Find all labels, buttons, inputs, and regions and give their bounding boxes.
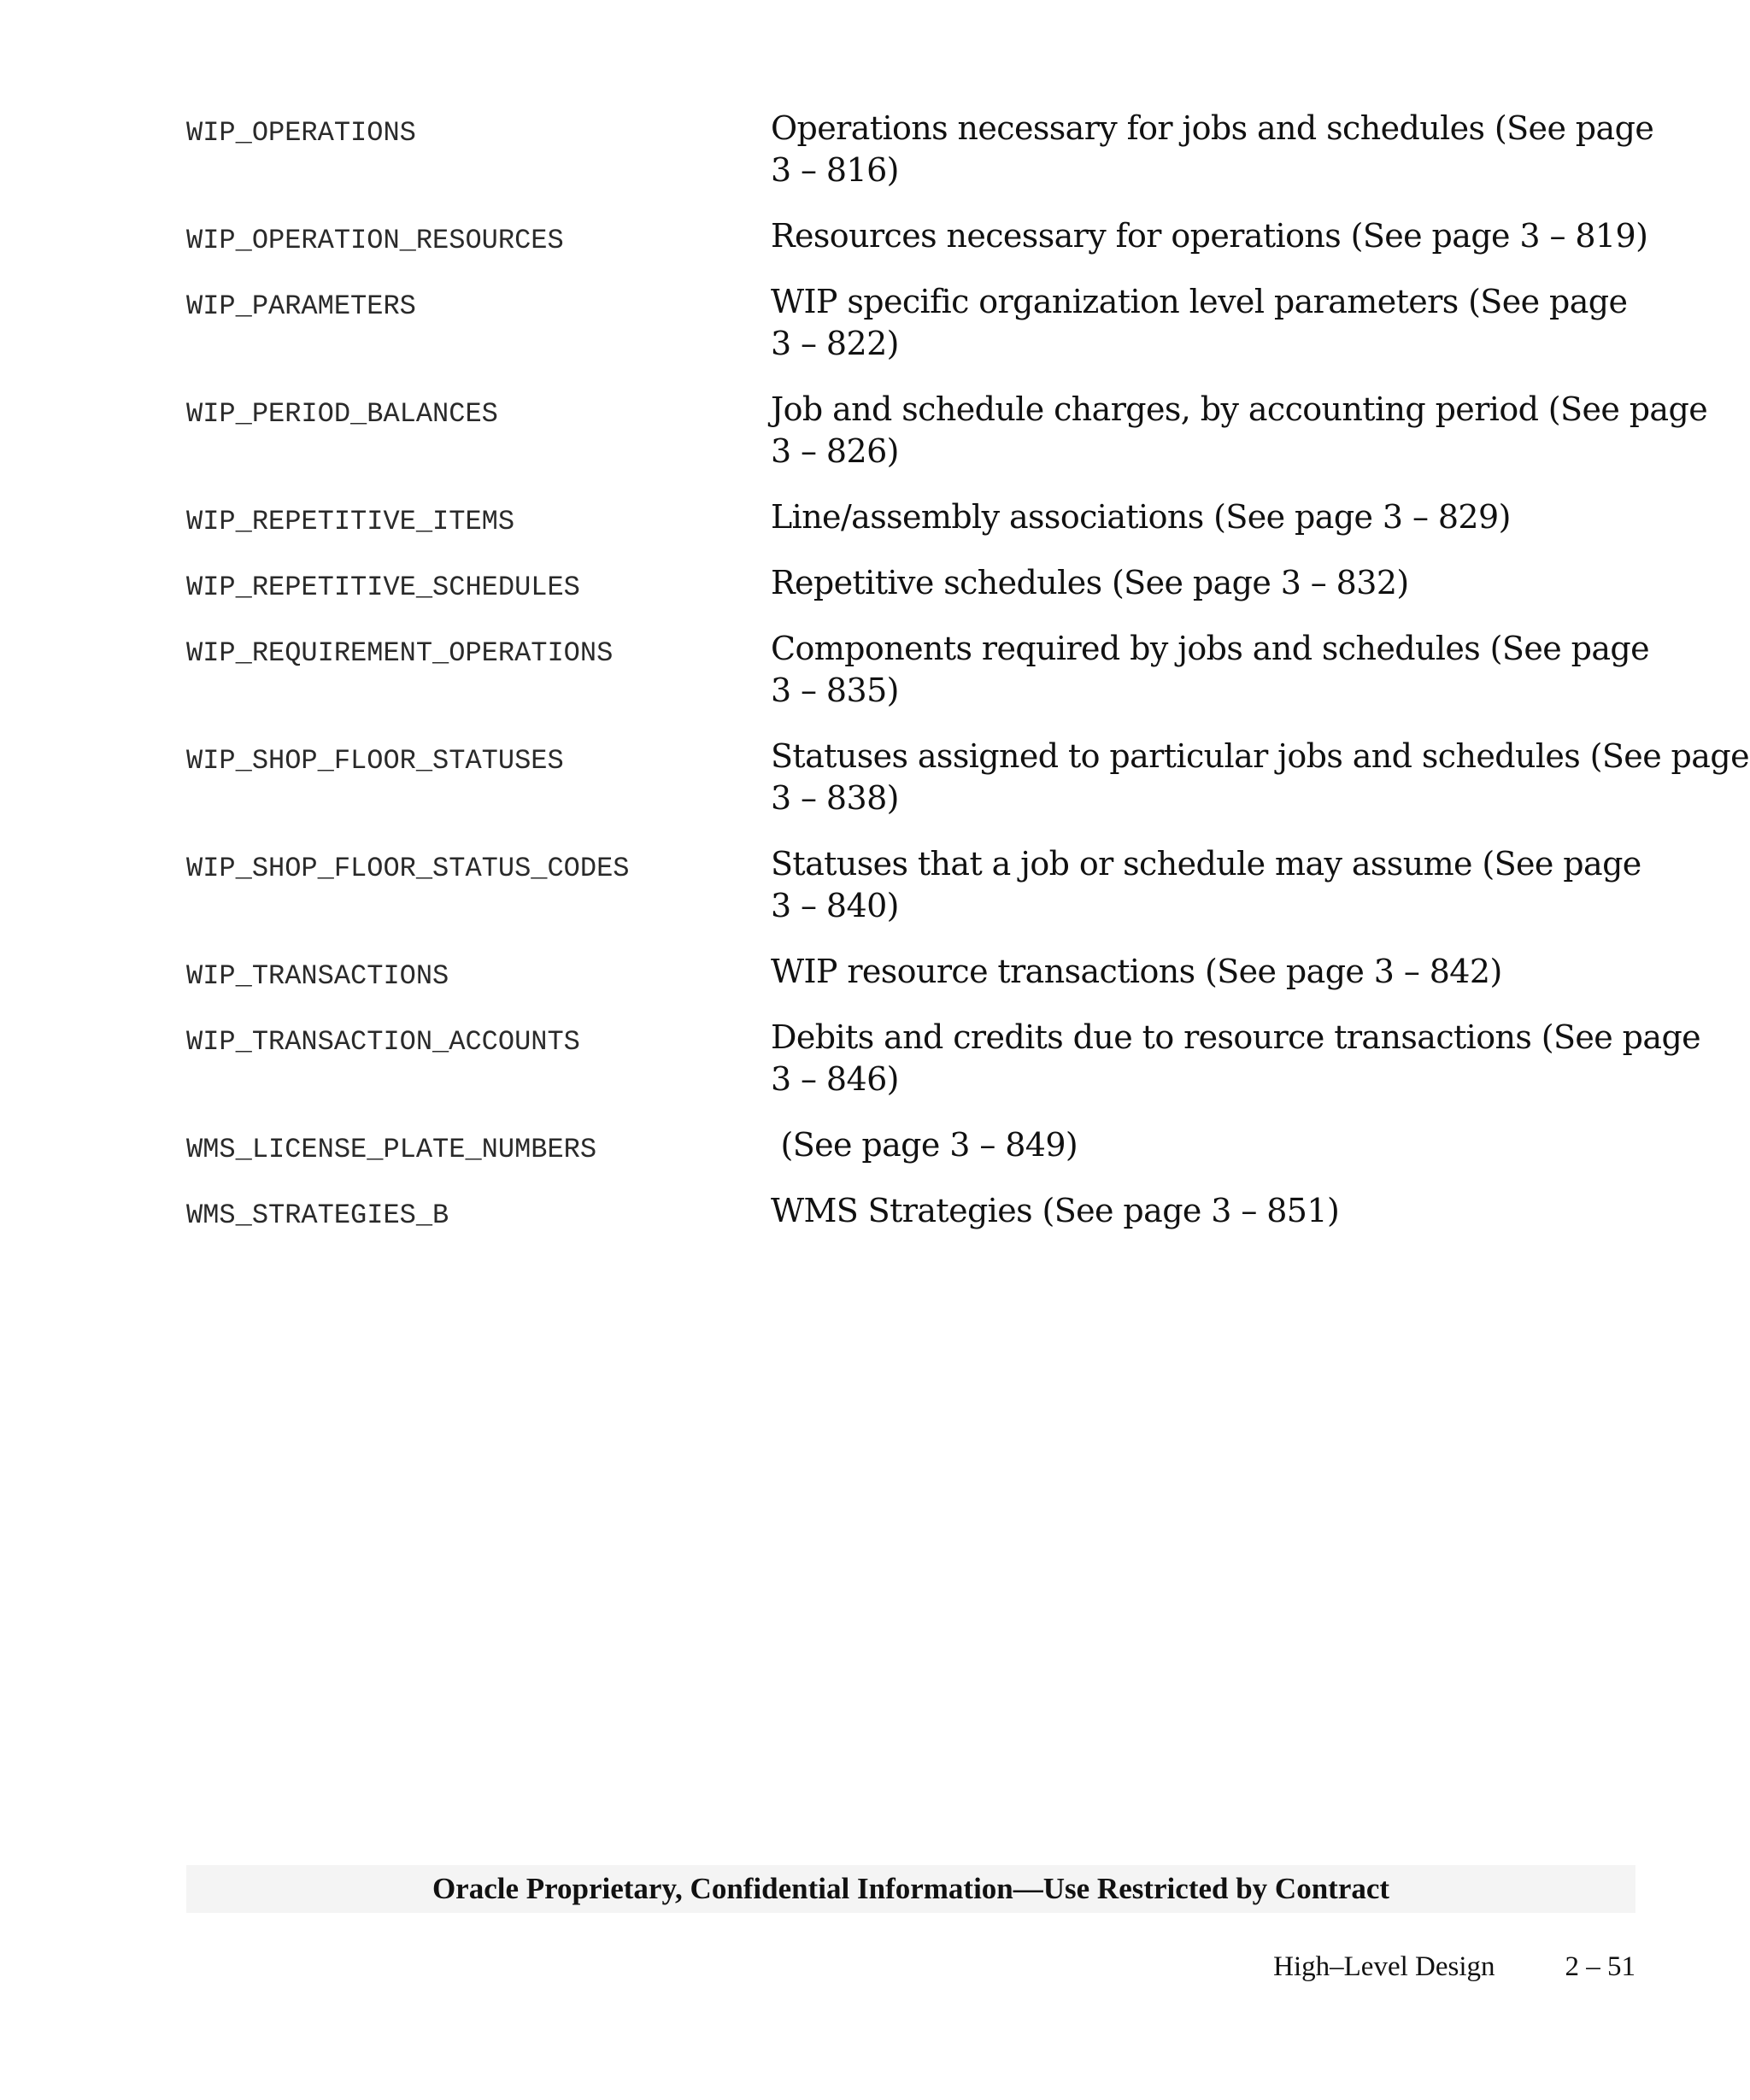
description-line: Components required by jobs and schedules (See page	[771, 630, 1649, 667]
description-line: Debits and credits due to resource transactions (See page	[771, 1018, 1701, 1056]
description-line: Statuses that a job or schedule may assume (See page	[771, 845, 1641, 883]
table-entry	[186, 1124, 1635, 1190]
description-line: Resources necessary for operations (See page 3 – 819)	[771, 217, 1648, 255]
table-name: WIP_SHOP_FLOOR_STATUSES	[186, 745, 564, 777]
table-description	[771, 215, 1647, 257]
table-entry	[186, 108, 1654, 215]
table-description	[771, 389, 1707, 472]
page-number: 2 – 51	[1565, 1951, 1635, 1982]
section-title: High–Level Design	[1273, 1951, 1495, 1982]
table-name: WMS_STRATEGIES_B	[186, 1200, 449, 1231]
table-description	[771, 736, 1749, 819]
table-entry	[186, 215, 1648, 281]
table-description	[771, 1017, 1700, 1100]
table-entry	[186, 736, 1749, 843]
table-name: WIP_REQUIREMENT_OPERATIONS	[186, 637, 614, 669]
description-line: 3 – 826)	[771, 432, 899, 470]
description-line: WIP resource transactions (See page 3 – 842)	[771, 953, 1502, 990]
table-list	[186, 108, 1749, 1256]
confidential-text: Oracle Proprietary, Confidential Information––Use Restricted by Contract	[432, 1872, 1390, 1905]
description-line: Statuses assigned to particular jobs and schedules (See page	[771, 737, 1749, 775]
table-name: WIP_OPERATIONS	[186, 117, 416, 149]
description-line: 3 – 840)	[771, 887, 899, 924]
description-line: 3 – 846)	[771, 1060, 899, 1098]
table-entry	[186, 843, 1641, 951]
table-name: WIP_REPETITIVE_SCHEDULES	[186, 572, 580, 603]
table-entry	[186, 951, 1635, 1017]
table-name: WMS_LICENSE_PLATE_NUMBERS	[186, 1134, 597, 1165]
table-description	[771, 1124, 1635, 1166]
confidential-banner	[186, 1865, 1635, 1913]
table-description	[771, 281, 1635, 365]
description-line: WMS Strategies (See page 3 – 851)	[771, 1192, 1340, 1229]
table-name: WIP_TRANSACTIONS	[186, 960, 449, 992]
description-line: Job and schedule charges, by accounting period (See page	[771, 390, 1708, 428]
description-line: 3 – 838)	[771, 779, 899, 817]
description-line: (See page 3 – 849)	[771, 1126, 1078, 1164]
table-entry	[186, 628, 1649, 736]
table-description	[771, 843, 1641, 927]
description-line: Repetitive schedules (See page 3 – 832)	[771, 564, 1409, 601]
table-description	[771, 108, 1653, 191]
table-name: WIP_SHOP_FLOOR_STATUS_CODES	[186, 853, 630, 884]
description-line: Operations necessary for jobs and schedules (See page	[771, 109, 1654, 147]
description-line: Line/assembly associations (See page 3 – 829)	[771, 498, 1511, 536]
table-description	[771, 628, 1649, 712]
table-name: WIP_OPERATION_RESOURCES	[186, 225, 564, 256]
table-name: WIP_TRANSACTION_ACCOUNTS	[186, 1026, 580, 1058]
description-line: 3 – 835)	[771, 672, 899, 709]
table-entry	[186, 389, 1708, 496]
table-description	[771, 1190, 1635, 1232]
description-line: 3 – 822)	[771, 325, 899, 362]
table-name: WIP_REPETITIVE_ITEMS	[186, 506, 515, 537]
table-entry	[186, 1017, 1701, 1124]
table-name: WIP_PARAMETERS	[186, 290, 416, 322]
table-entry	[186, 281, 1635, 389]
table-entry	[186, 1190, 1635, 1256]
description-line: WIP specific organization level parameters (See page	[771, 283, 1628, 320]
table-entry	[186, 562, 1635, 628]
table-description	[771, 562, 1635, 604]
table-description	[771, 951, 1635, 993]
table-entry	[186, 496, 1635, 562]
page-footer	[1273, 1951, 1635, 1983]
table-description	[771, 496, 1635, 538]
table-name: WIP_PERIOD_BALANCES	[186, 398, 498, 430]
description-line: 3 – 816)	[771, 151, 899, 189]
